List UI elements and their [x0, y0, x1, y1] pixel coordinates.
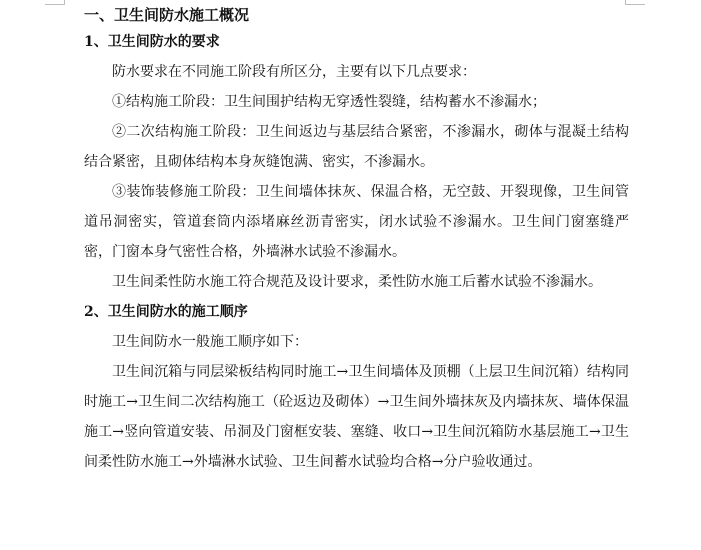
- paragraph: ①结构施工阶段：卫生间围护结构无穿透性裂缝，结构蓄水不渗漏水；: [112, 94, 546, 110]
- paragraph: 卫生间柔性防水施工符合规范及设计要求，柔性防水施工后蓄水试验不渗漏水。: [112, 274, 602, 290]
- crop-mark-top-left: [45, 4, 65, 5]
- section-title: 一、卫生间防水施工概况: [84, 6, 250, 24]
- crop-mark-top-left: [64, 0, 65, 5]
- paragraph: ③装饰装修施工阶段：卫生间墙体抹灰、保温合格，无空鼓、开裂现像，卫生间管道吊洞密实，管道套筒内添堵麻丝沥青密实，闭水试验不渗漏水。卫生间门窗塞缝严密，门窗本身气密性合格，外墙淋水试验不渗漏水。: [84, 184, 629, 260]
- subsection-heading: 1、卫生间防水的要求: [84, 34, 220, 50]
- document-body: [84, 4, 629, 477]
- subsection-heading: 2、卫生间防水的施工顺序: [84, 304, 248, 320]
- paragraph: 卫生间沉箱与同层梁板结构同时施工→卫生间墙体及顶棚（上层卫生间沉箱）结构同时施工→卫生间二次结构施工（砼返边及砌体）→卫生间外墙抹灰及内墙抹灰、墙体保温施工→竖向管道安装、吊洞及门窗框安装、塞缝、收口→卫生间沉箱防水基层施工→卫生间柔性防水施工→外墙淋水试验、卫生间蓄水试验均合格→分户验收通过。: [84, 364, 629, 470]
- paragraph: 卫生间防水一般施工顺序如下：: [112, 334, 308, 350]
- paragraph: 防水要求在不同施工阶段有所区分，主要有以下几点要求：: [112, 64, 476, 80]
- paragraph: ②二次结构施工阶段：卫生间返边与基层结合紧密，不渗漏水，砌体与混凝土结构结合紧密，且砌体结构本身灰缝饱满、密实，不渗漏水。: [84, 124, 629, 170]
